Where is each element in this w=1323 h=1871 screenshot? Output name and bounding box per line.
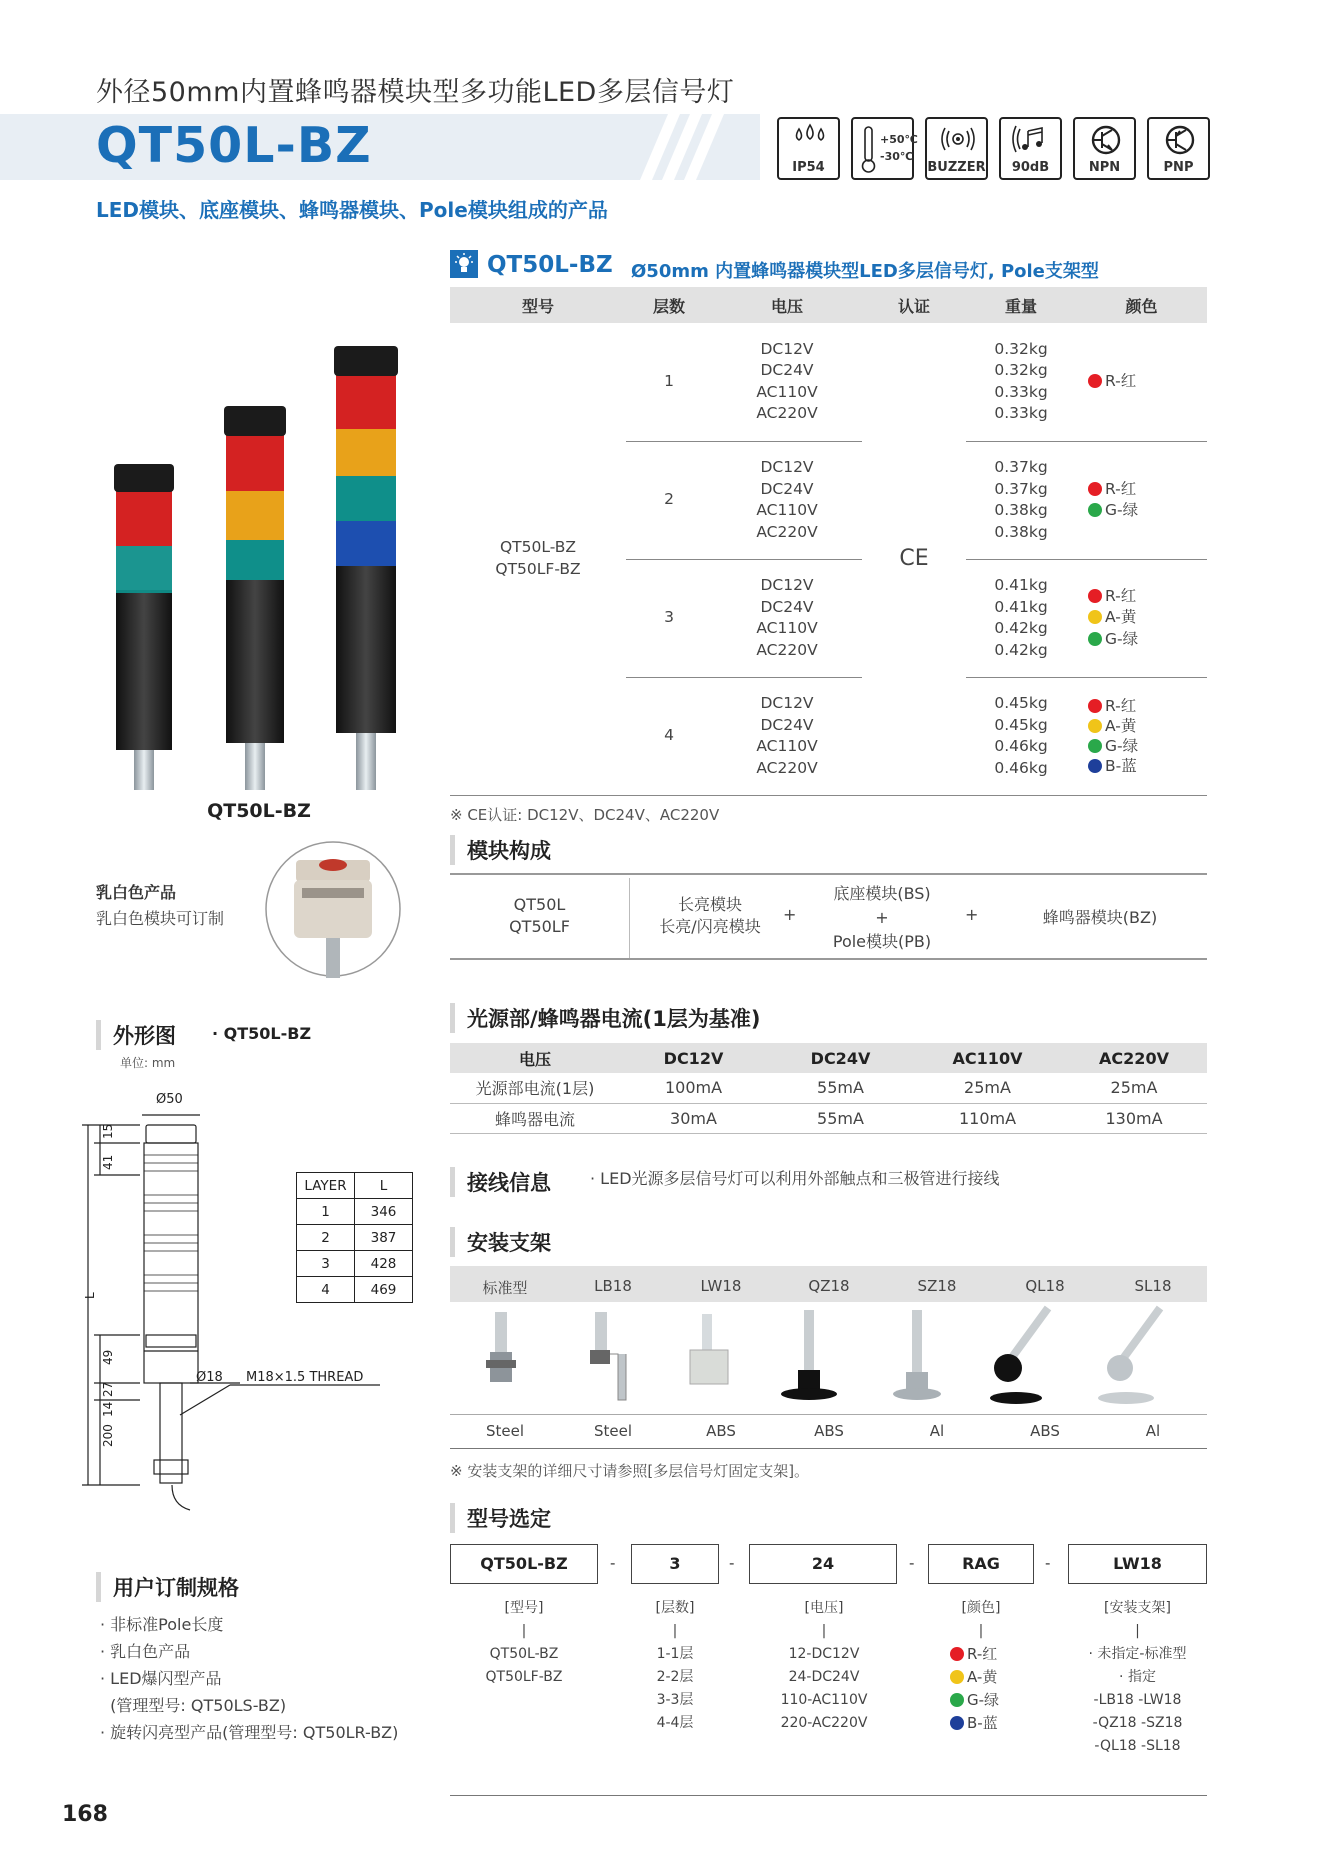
divider [450,1414,1207,1415]
page-title: QT50L-BZ [96,117,372,174]
weight-cell: 0.45kg 0.45kg 0.46kg 0.46kg [966,677,1076,795]
green-dot [1088,632,1102,646]
custom-list: · 非标准Pole长度 · 乳白色产品 · LED爆闪型产品 (管理型号: QT50LS-BZ) · 旋转闪亮型产品(管理型号: QT50LR-BZ) [100,1615,399,1742]
green-dot [1088,503,1102,517]
bracket-section-title: 安装支架 [450,1227,551,1257]
milky-desc: 乳白色模块可订制 [96,909,225,928]
layer-cell: 4 [297,1277,355,1303]
green-dot [1088,739,1102,753]
lamp-icon [450,250,478,278]
voltage-cell: DC12V DC24V AC110V AC220V [712,323,862,441]
model-cell: QT50L-BZ QT50LF-BZ [450,323,626,795]
bracket-type: 标准型 [482,1279,528,1297]
red-dot [1088,699,1102,713]
buzzer-badge [925,117,988,180]
droplets-icon [791,123,829,153]
temp-high: +50℃ [880,133,918,146]
current-cell: 30mA [620,1103,767,1133]
bracket-material: ABS [706,1422,736,1440]
spec-table [450,287,1207,796]
module-section-title: 模块构成 [450,835,551,865]
bracket-material: ABS [814,1422,844,1440]
color-cell: R-红 A-黄 G-绿 B-蓝 [1076,677,1207,795]
product-section-desc: Ø50mm 内置蜂鸣器模块型LED多层信号灯, Pole支架型 [631,261,1099,282]
spec-header: 型号 [450,287,626,323]
spec-header: 颜色 [1076,287,1207,323]
voltage-box: 24 [749,1544,897,1584]
bracket-material: Al [929,1422,945,1440]
dim-label: 14 [101,1401,115,1417]
amber-dot [950,1670,964,1684]
milky-title: 乳白色产品 [96,883,177,902]
temp-low: -30℃ [880,150,914,163]
bracket-material: Al [1145,1422,1161,1440]
dim-label: 41 [101,1154,115,1170]
bracket-options: [安装支架] | · 未指定-标准型 · 指定 -LB18 -LW18 -QZ18 -SZ18 -QL18 -SL18 [1088,1600,1187,1754]
dia-label: Ø50 [156,1092,183,1107]
amber-dot [1088,610,1102,624]
unit-note: 单位: mm [120,1056,176,1070]
current-cell: 25mA [914,1073,1061,1103]
voltage-cell: DC12V DC24V AC110V AC220V [712,559,862,677]
layer-cell: 428 [355,1251,413,1277]
red-dot [950,1647,964,1661]
bracket-type: LW18 [700,1277,742,1295]
badge-label: PNP [1163,160,1194,175]
bracket-type: LB18 [594,1277,632,1295]
color-options: [颜色] | R-红 A-黄 G-绿 B-蓝 [938,1597,1024,1735]
layer-header: LAYER [297,1173,355,1199]
badge-label: BUZZER [927,160,986,175]
current-header: 电压 [450,1043,620,1073]
color-cell: R-红 A-黄 G-绿 [1076,559,1207,677]
separator-dash: - [909,1554,915,1572]
voltage-cell: DC12V DC24V AC110V AC220V [712,677,862,795]
bracket-box: LW18 [1068,1544,1207,1584]
spec-header: 认证 [862,287,966,323]
page-subtitle: 外径50mm内置蜂鸣器模块型多功能LED多层信号灯 [96,77,735,108]
current-cell: 110mA [914,1103,1061,1133]
bracket-material: ABS [1030,1422,1060,1440]
layer-cell: 387 [355,1225,413,1251]
current-cell: 55mA [767,1073,914,1103]
thread-label: M18×1.5 THREAD [246,1370,364,1385]
page-number: 168 [62,1802,108,1827]
outline-model: · QT50L-BZ [212,1024,312,1043]
layers-cell: 1 [626,323,712,441]
ce-mark: CE [862,323,966,795]
product-section-title: QT50L-BZ [487,252,613,278]
divider [450,1448,1207,1449]
badge-label: NPN [1088,160,1121,175]
current-section-title: 光源部/蜂鸣器电流(1层为基准) [450,1003,760,1033]
bracket-images [450,1302,1207,1414]
voltage-cell: DC12V DC24V AC110V AC220V [712,441,862,559]
amber-dot [1088,719,1102,733]
bracket-type: SL18 [1134,1277,1172,1295]
divider [450,873,1207,875]
separator-dash: - [610,1554,616,1572]
outline-section-title: 外形图 [96,1020,176,1050]
bracket-material: Steel [485,1422,525,1440]
plus-sign: + [783,905,797,924]
sound-level-badge [999,117,1062,180]
npn-badge [1073,117,1136,180]
layer-cell: 3 [297,1251,355,1277]
bracket-material: Steel [593,1422,633,1440]
custom-section-title: 用户订制规格 [96,1572,239,1602]
current-header: AC110V [914,1043,1061,1073]
red-dot [1088,482,1102,496]
layer-options: [层数] | 1-1层 2-2层 3-3层 4-4层 [655,1600,695,1731]
layers-cell: 3 [626,559,712,677]
blue-dot [1088,759,1102,773]
color-box: RAG [928,1544,1034,1584]
dia2-label: Ø18 [196,1370,223,1385]
red-dot [1088,589,1102,603]
layers-cell: 4 [626,677,712,795]
product-caption: QT50L-BZ [207,800,311,822]
badge-label: 90dB [1011,160,1050,175]
badge-label: IP54 [792,160,825,175]
current-header: AC220V [1061,1043,1207,1073]
spec-header: 重量 [966,287,1076,323]
layer-cell: 469 [355,1277,413,1303]
current-cell: 130mA [1061,1103,1207,1133]
current-cell: 55mA [767,1103,914,1133]
selection-section-title: 型号选定 [450,1503,551,1533]
weight-cell: 0.37kg 0.37kg 0.38kg 0.38kg [966,441,1076,559]
wiring-text: · LED光源多层信号灯可以利用外部触点和三极管进行接线 [590,1169,1000,1188]
bracket-type: SZ18 [917,1277,957,1295]
wiring-section-title: 接线信息 [450,1167,551,1197]
layer-table [296,1172,413,1303]
dim-label: 49 [101,1349,115,1365]
bracket-type: QZ18 [808,1277,850,1295]
weight-cell: 0.32kg 0.32kg 0.33kg 0.33kg [966,323,1076,441]
pnp-icon [1161,123,1199,157]
layers-cell: 2 [626,441,712,559]
color-cell: R-红 G-绿 [1076,441,1207,559]
red-dot [1088,374,1102,388]
layer-cell: 1 [297,1199,355,1225]
separator-dash: - [1045,1554,1051,1572]
ce-note: ※ CE认证: DC12V、DC24V、AC220V [450,806,720,824]
layer-cell: 2 [297,1225,355,1251]
current-cell: 25mA [1061,1073,1207,1103]
module-base: 底座模块(BS) + Pole模块(PB) [832,884,932,951]
temperature-badge [851,117,918,180]
current-cell: 100mA [620,1073,767,1103]
module-model: QT50L QT50LF [450,878,630,958]
dim-label: 200 [101,1424,115,1447]
current-table [450,1043,1207,1134]
model-box: QT50L-BZ [450,1544,598,1584]
dim-label: 27 [101,1381,115,1397]
module-buzzer: 蜂鸣器模块(BZ) [1042,908,1158,927]
separator-dash: - [729,1554,735,1572]
thermometer-icon [859,125,879,175]
spec-header: 层数 [626,287,712,323]
spec-header: 电压 [712,287,862,323]
layer-cell: 346 [355,1199,413,1225]
layer-box: 3 [631,1544,719,1584]
current-cell: 光源部电流(1层) [450,1073,620,1103]
model-options: [型号] | QT50L-BZ QT50LF-BZ [485,1600,563,1685]
module-led: 长亮模块 长亮/闪亮模块 [659,895,761,936]
sound-icon [1012,123,1052,157]
buzzer-icon [938,123,978,157]
green-dot [950,1693,964,1707]
divider [450,958,1207,960]
product-photo [100,340,440,790]
current-header: DC12V [620,1043,767,1073]
dim-label: 15 [101,1123,115,1139]
bracket-type: QL18 [1025,1277,1065,1295]
npn-icon [1087,123,1125,157]
dim-label: L [83,1292,97,1299]
plus-sign: + [965,905,979,924]
title-band-stripes [640,114,770,180]
color-cell: R-红 [1076,323,1207,441]
pnp-badge [1147,117,1210,180]
current-header: DC24V [767,1043,914,1073]
layer-header: L [355,1173,413,1199]
blue-dot [950,1716,964,1730]
divider [450,1795,1207,1796]
page-tagline: LED模块、底座模块、蜂鸣器模块、Pole模块组成的产品 [96,198,608,222]
ip54-badge [777,117,840,180]
milky-product-photo [264,840,402,978]
bracket-note: ※ 安装支架的详细尺寸请参照[多层信号灯固定支架]。 [450,1462,810,1480]
weight-cell: 0.41kg 0.41kg 0.42kg 0.42kg [966,559,1076,677]
voltage-options: [电压] | 12-DC12V 24-DC24V 110-AC110V 220-AC220V [780,1600,868,1731]
current-cell: 蜂鸣器电流 [450,1103,620,1133]
